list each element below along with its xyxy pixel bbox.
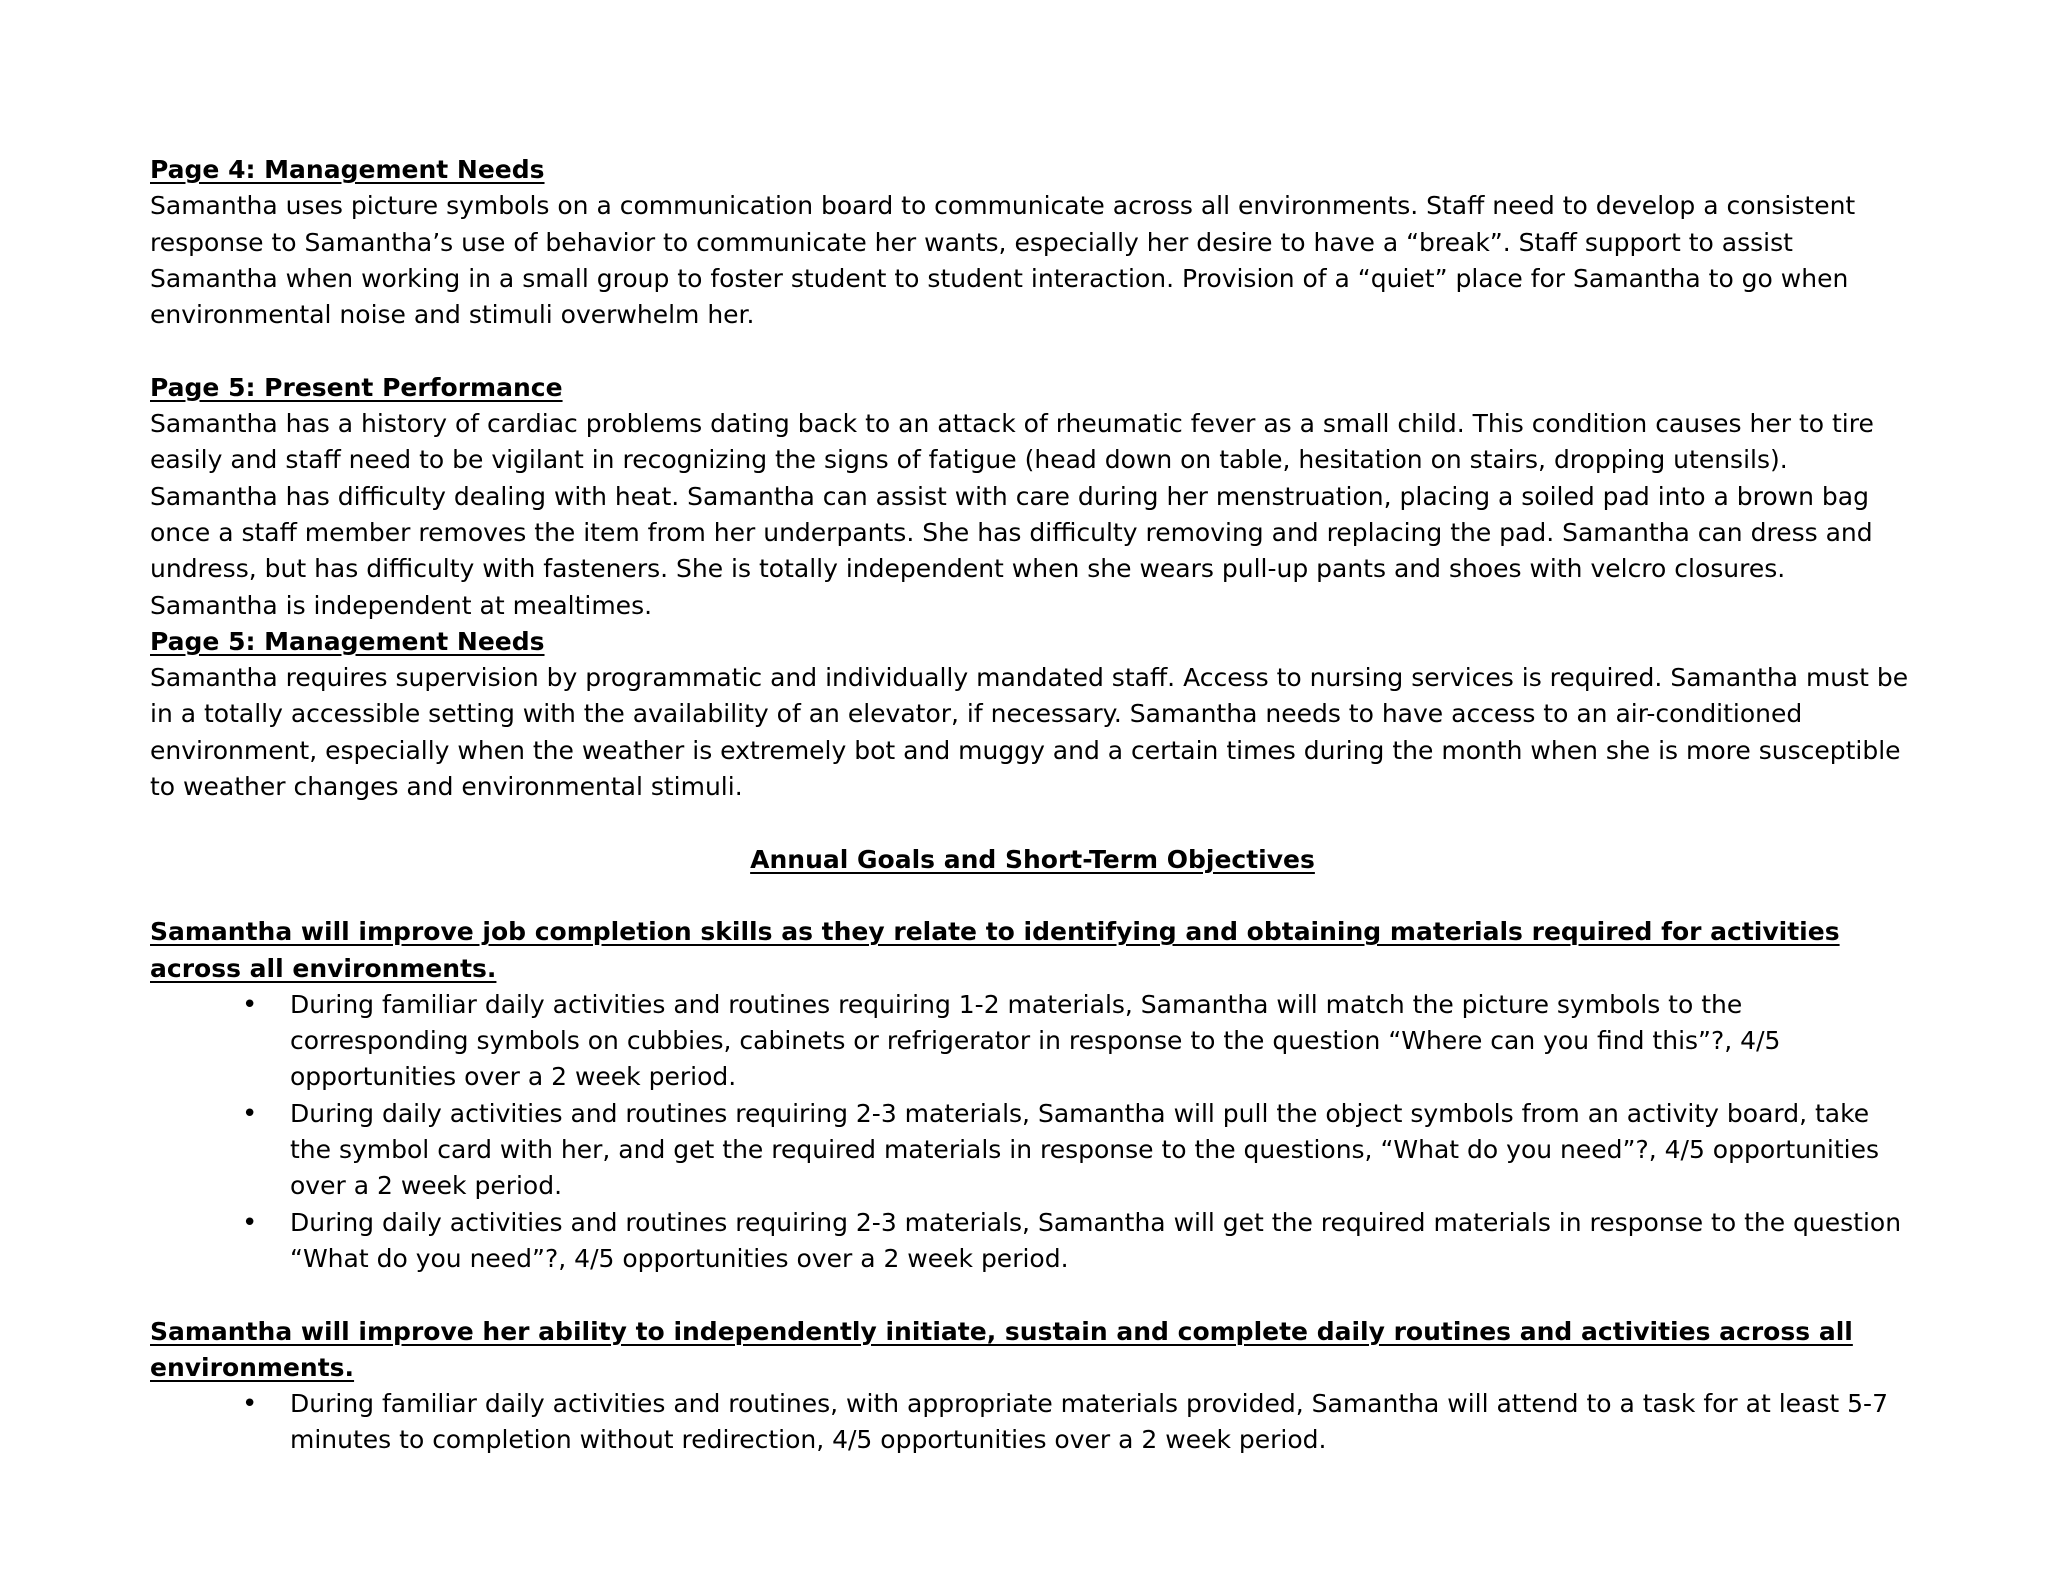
goal-statement: Samantha will improve job completion skills as they relate to identifying and obtaining materials required for activities across all environments. <box>150 917 1840 983</box>
objective-list <box>150 1386 1915 1459</box>
goals-title: Annual Goals and Short-Term Objectives <box>750 844 1315 874</box>
section-management-needs-page5 <box>150 624 1915 805</box>
objective-item: • During daily activities and routines requiring 2-3 materials, Samantha will get the required materials in response to the question “What do you need”?, 4/5 opportunities over a 2 week period. <box>290 1205 1915 1278</box>
spacer <box>150 1277 1915 1313</box>
document-page <box>150 152 1915 1459</box>
section-heading: Page 5: Present Performance <box>150 372 563 402</box>
section-text: Samantha requires supervision by programmatic and individually mandated staff. Access to nursing services is required. Samantha must be in a totally accessible setting with the availability of an elevator, if necessary. Samantha needs to have access to an air-conditioned environment, especially when the weather is extremely bot and muggy and a certain times during the month when she is more susceptible to weather changes and environmental stimuli. <box>150 663 1909 802</box>
objective-list <box>150 987 1915 1277</box>
section-text: Samantha has a history of cardiac problems dating back to an attack of rheumatic fever as a small child. This condition causes her to tire easily and staff need to be vigilant in recognizing the signs of fatigue (head down on table, hesitation on stairs, dropping utensils). Samantha has difficulty dealing with heat. Samantha can assist with care during her menstruation, placing a soiled pad into a brown bag once a staff member removes the item from her underpants. She has difficulty removing and replacing the pad. Samantha can dress and undress, but has difficulty with fasteners. She is totally independent when she wears pull-up pants and shoes with velcro closures. Samantha is independent at mealtimes. <box>150 409 1874 620</box>
spacer <box>150 878 1915 914</box>
spacer <box>150 805 1915 841</box>
spacer <box>150 333 1915 369</box>
objective-item: • During daily activities and routines requiring 2-3 materials, Samantha will pull the object symbols from an activity board, take the symbol card with her, and get the required materials in response to the questions, “What do you need”?, 4/5 opportunities over a 2 week period. <box>290 1096 1915 1205</box>
section-present-performance-page5 <box>150 370 1915 624</box>
goal-statement: Samantha will improve her ability to independently initiate, sustain and complete daily routines and activities across all environments. <box>150 1316 1853 1382</box>
section-management-needs-page4 <box>150 152 1915 333</box>
objective-item: • During familiar daily activities and routines requiring 1-2 materials, Samantha will match the picture symbols to the corresponding symbols on cubbies, cabinets or refrigerator in response to the question “Where can you find this”?, 4/5 opportunities over a 2 week period. <box>290 987 1915 1096</box>
objective-item: • During familiar daily activities and routines, with appropriate materials provided, Samantha will attend to a task for at least 5-7 minutes to completion without redirection, 4/5 opportunities over a 2 week period. <box>290 1386 1915 1459</box>
section-heading: Page 4: Management Needs <box>150 155 545 184</box>
goal-block <box>150 1314 1915 1459</box>
section-heading: Page 5: Management Needs <box>150 626 545 656</box>
goal-block <box>150 914 1915 1277</box>
section-text: Samantha uses picture symbols on a communication board to communicate across all environments. Staff need to develop a consistent response to Samantha’s use of behavior to communicate her wants, especially her desire to have a “break”. Staff support to assist Samantha when working in a small group to foster student to student interaction. Provision of a “quiet” place for Samantha to go when environmental noise and stimuli overwhelm her. <box>150 191 1856 330</box>
